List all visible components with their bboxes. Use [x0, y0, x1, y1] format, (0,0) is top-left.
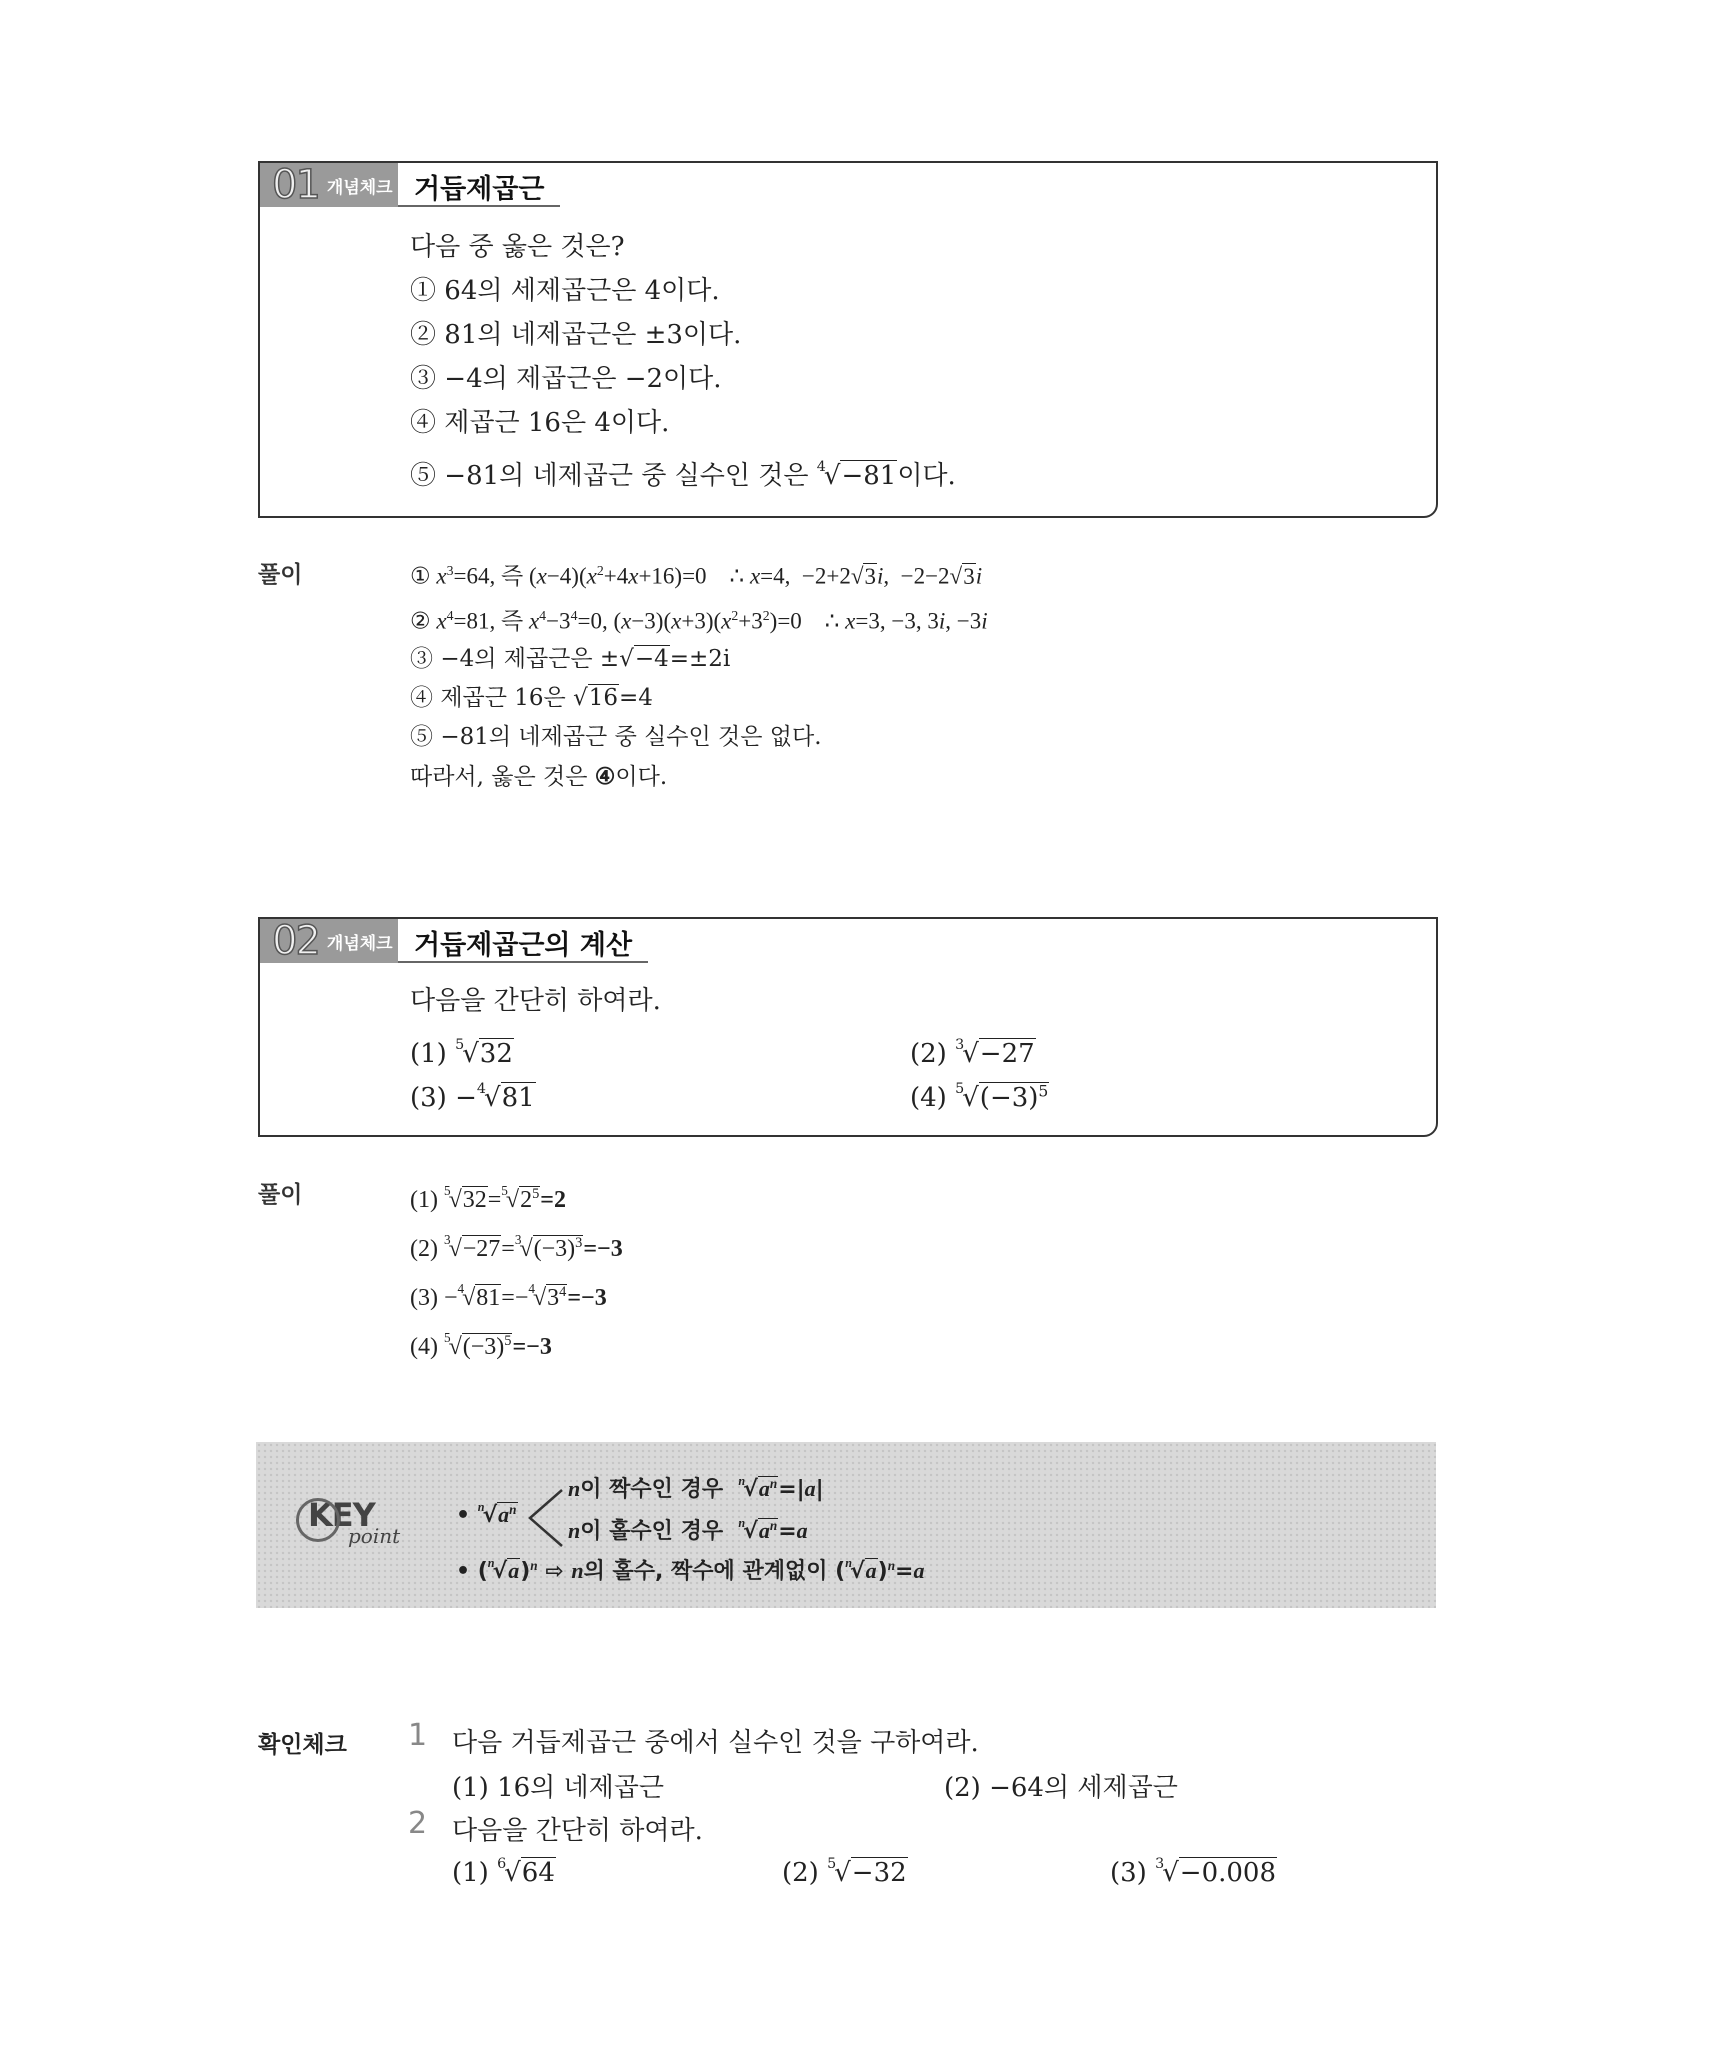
solution-01-line-5: ⑤ −81의 네제곱근 중 실수인 것은 없다. [410, 724, 822, 751]
check-q1-item-1: (1) 16의 네제곱근 [452, 1773, 665, 1803]
solution-02-line-4: (4) $^5√(-3)^5=-3$ [410, 1329, 552, 1360]
solution-01-conclusion: 따라서, 옳은 것은 ④이다. [410, 763, 668, 791]
solution-01-line-1: ① $x^3=64$, 즉 $(x-4)(x^2+4x+16)=0$ ∴ x=4, −2+2√3i, −2−2√3i [410, 563, 983, 589]
solution-01-label: 풀이 [258, 562, 303, 588]
check-q2-text: 다음을 간단히 하여라. [452, 1816, 703, 1846]
problem-02-item-2: (2) $^3$√−27 [910, 1037, 1035, 1069]
choice-2: ② 81의 네제곱근은 ±3이다. [410, 320, 742, 350]
problem-number: 01 [272, 162, 319, 208]
solution-01-body [410, 551, 988, 797]
problem-02-title: 거듭제곱근의 계산 [398, 919, 648, 963]
key-even-case: n이 짝수인 경우 $^n√a^n=|a|$ [568, 1474, 824, 1502]
problem-02-number-badge [260, 919, 398, 963]
solution-02-line-3: $(3) -^4√81=-^4√3^4=-3$ [410, 1280, 607, 1311]
problem-02-item-4: (4) $^5√(-3)^5$ [910, 1081, 1049, 1113]
problem-01-title: 거듭제곱근 [398, 163, 560, 207]
problem-02-body [410, 979, 1410, 1111]
check-q1-number: 1 [408, 1718, 428, 1753]
problem-02-box [258, 917, 1438, 1137]
check-q2-item-2: (2) $^5$√−32 [782, 1856, 907, 1888]
solution-02-line-2: (2) $^3√-27=^3√(-3)^3=-3$ [410, 1231, 623, 1262]
choice-4: ④ 제곱근 16은 4이다. [410, 408, 670, 438]
point-logo-text: point [348, 1524, 401, 1548]
solution-01-line-3: ③ −4의 제곱근은 ±√−4=±2i [410, 646, 731, 673]
solution-01-line-4: ④ 제곱근 16은 √16=4 [410, 685, 653, 712]
check-q1-item-2: (2) −64의 세제곱근 [944, 1773, 1178, 1803]
key-bullet-1: • $^n√a^n$ [456, 1500, 517, 1528]
check-label: 확인체크 [258, 1732, 347, 1758]
problem-01-box [258, 161, 1438, 518]
concept-check-tag: 개념체크 [326, 177, 393, 198]
problem-02-header [260, 919, 648, 963]
target-icon [296, 1498, 340, 1542]
check-q2-item-1: (1) $^6$√64 [452, 1856, 555, 1888]
key-odd-case: n이 홀수인 경우 $^n√a^n=a$ [568, 1516, 808, 1544]
check-q2-item-3: (3) $^3$√−0.008 [1110, 1856, 1277, 1888]
key-point-logo [308, 1496, 400, 1548]
key-logo-text: KEY [308, 1496, 375, 1534]
problem-02-question: 다음을 간단히 하여라. [410, 986, 661, 1016]
key-point-box [256, 1442, 1436, 1608]
choice-1: ① 64의 세제곱근은 4이다. [410, 276, 720, 306]
problem-01-number-badge [260, 163, 398, 207]
choice-5: ⑤ −81의 네제곱근 중 실수인 것은 $^4$√−81이다. [410, 459, 956, 491]
choice-3: ③ −4의 제곱근은 −2이다. [410, 364, 722, 394]
solution-02-label: 풀이 [258, 1182, 303, 1208]
solution-01-line-2: ② $x^4=81$, 즉 $x^4-3^4=0$, $(x-3)(x+3)(x^2+3^2)=0$ ∴ x=3, −3, 3i, −3i [410, 607, 988, 634]
solution-02-line-1: (1) $^5√32=^5√2^5=2$ [410, 1183, 566, 1213]
key-bullet-2: • $(^n√a)^n$ ⇨ n의 홀수, 짝수에 관계없이 $(^n√a)^n=a$ [456, 1556, 925, 1584]
problem-01-header [260, 163, 560, 207]
angle-bracket-icon [526, 1486, 564, 1550]
problem-number: 02 [272, 918, 319, 964]
problem-01-body [410, 225, 956, 498]
problem-01-question: 다음 중 옳은 것은? [410, 232, 625, 262]
check-q2-number: 2 [408, 1806, 428, 1841]
problem-02-item-1: (1) $^5$√32 [410, 1037, 513, 1069]
problem-02-item-3: (3) −$^4$√81 [410, 1081, 535, 1113]
solution-02-body [410, 1171, 623, 1367]
check-q1-text: 다음 거듭제곱근 중에서 실수인 것을 구하여라. [452, 1728, 979, 1758]
concept-check-tag: 개념체크 [326, 933, 393, 954]
